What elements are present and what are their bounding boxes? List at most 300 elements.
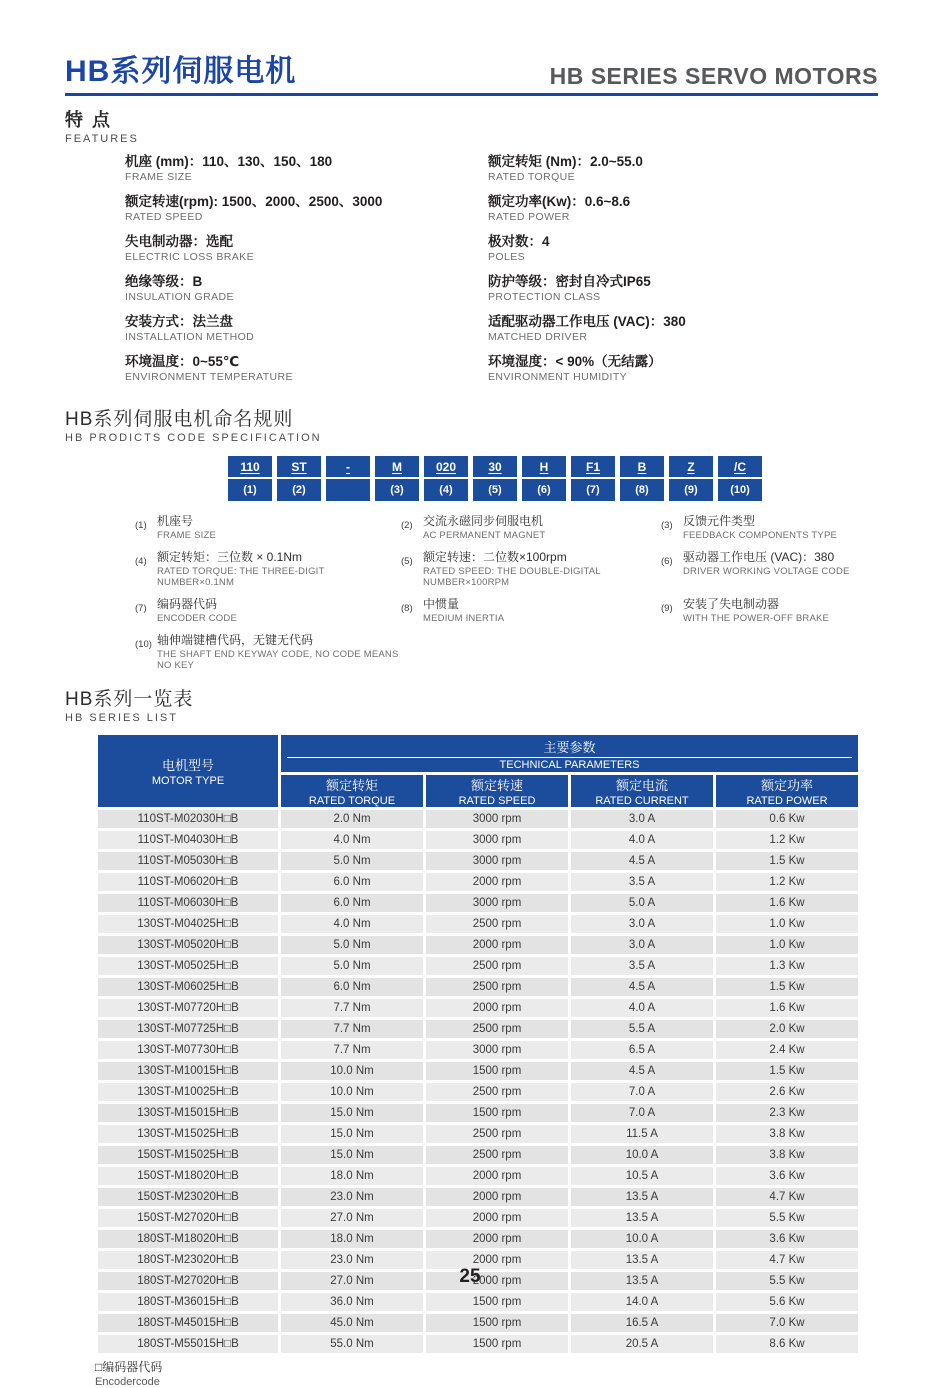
legend-label-zh: 轴伸端键槽代码，无键无代码: [157, 633, 314, 647]
value-cell: 4.0 A: [570, 998, 715, 1019]
motor-type-cell: 110ST-M06020H□B: [97, 872, 280, 893]
value-cell: 2.0 Kw: [715, 1019, 860, 1040]
header-divider: [65, 93, 878, 96]
value-cell: 2.6 Kw: [715, 1082, 860, 1103]
legend-item: [401, 512, 661, 541]
code-value: /C: [718, 456, 762, 477]
value-cell: 13.5 A: [570, 1208, 715, 1229]
value-cell: 2000 rpm: [425, 1166, 570, 1187]
value-cell: 5.5 Kw: [715, 1208, 860, 1229]
legend-item: [661, 595, 878, 624]
legend-label-en: MEDIUM INERTIA: [423, 613, 505, 624]
value-cell: 0.6 Kw: [715, 809, 860, 830]
code-value: M: [375, 456, 419, 477]
value-cell: 10.5 A: [570, 1166, 715, 1187]
value-cell: 4.0 A: [570, 830, 715, 851]
code-index: (10): [718, 479, 762, 501]
code-value: 110: [228, 456, 272, 477]
feature-label-zh: 失电制动器：选配: [125, 234, 233, 249]
table-row: [97, 1040, 860, 1061]
technical-parameters-header: [280, 734, 860, 774]
table-row: [97, 1082, 860, 1103]
table-row: [97, 1061, 860, 1082]
value-cell: 6.5 A: [570, 1040, 715, 1061]
legend-label-en: ENCODER CODE: [157, 613, 237, 624]
series-table: [95, 732, 861, 1356]
column-header-en: RATED TORQUE: [308, 795, 396, 807]
table-row: [97, 1292, 860, 1313]
feature-label-zh: 环境温度：0~55℃: [125, 354, 240, 369]
features-section: [65, 106, 878, 390]
feature-item: [488, 150, 878, 183]
code-value: 30: [473, 456, 517, 477]
feature-label-zh: 机座 (mm)：110、130、150、180: [125, 154, 333, 169]
value-cell: 1.6 Kw: [715, 998, 860, 1019]
encoder-code-note-en: Encodercode: [95, 1376, 160, 1388]
code-value: Z: [669, 456, 713, 477]
value-cell: 15.0 Nm: [280, 1145, 425, 1166]
legend-item: [661, 512, 878, 541]
code-value: 020: [424, 456, 468, 477]
motor-type-cell: 110ST-M04030H□B: [97, 830, 280, 851]
value-cell: 3000 rpm: [425, 830, 570, 851]
motor-type-cell: 130ST-M07720H□B: [97, 998, 280, 1019]
column-header-en: RATED SPEED: [458, 795, 536, 807]
feature-item: [488, 310, 878, 343]
feature-label-en: ENVIRONMENT TEMPERATURE: [125, 371, 293, 383]
feature-item: [125, 190, 488, 223]
column-header-en: RATED POWER: [746, 795, 828, 807]
column-header-zh: 额定功率: [761, 778, 814, 793]
value-cell: 3.5 A: [570, 956, 715, 977]
feature-label-en: ELECTRIC LOSS BRAKE: [125, 251, 254, 263]
code-cell: [277, 456, 321, 501]
motor-type-cell: 110ST-M05030H□B: [97, 851, 280, 872]
feature-item: [125, 310, 488, 343]
value-cell: 13.5 A: [570, 1271, 715, 1292]
feature-label-en: RATED SPEED: [125, 211, 203, 223]
motor-type-cell: 180ST-M45015H□B: [97, 1313, 280, 1334]
code-cell: [326, 456, 370, 501]
value-cell: 4.7 Kw: [715, 1187, 860, 1208]
value-cell: 15.0 Nm: [280, 1124, 425, 1145]
legend-text: [423, 548, 661, 588]
value-cell: 7.0 Kw: [715, 1313, 860, 1334]
code-index: (2): [277, 479, 321, 501]
legend-index: (9): [661, 603, 673, 614]
table-row: [97, 1208, 860, 1229]
legend-text: [423, 512, 545, 541]
feature-label-en: RATED POWER: [488, 211, 570, 223]
motor-type-header-en: MOTOR TYPE: [151, 775, 225, 787]
value-cell: 6.0 Nm: [280, 977, 425, 998]
code-value: B: [620, 456, 664, 477]
motor-type-cell: 180ST-M27020H□B: [97, 1271, 280, 1292]
feature-item: [125, 150, 488, 183]
legend-label-en: DRIVER WORKING VOLTAGE CODE: [683, 566, 850, 577]
encoder-code-note-zh: □编码器代码: [95, 1360, 163, 1374]
value-cell: 3000 rpm: [425, 851, 570, 872]
value-cell: 8.6 Kw: [715, 1334, 860, 1355]
features-left-column: [65, 150, 488, 390]
value-cell: 7.7 Nm: [280, 1019, 425, 1040]
feature-item: [125, 230, 488, 263]
table-row: [97, 893, 860, 914]
column-header-zh: 额定转矩: [325, 778, 378, 793]
value-cell: 27.0 Nm: [280, 1271, 425, 1292]
legend-text: [423, 595, 504, 624]
legend-index: (7): [135, 603, 147, 614]
value-cell: 5.0 Nm: [280, 956, 425, 977]
legend-item: [401, 548, 661, 588]
code-value: ST: [277, 456, 321, 477]
legend-text: [157, 512, 216, 541]
encoder-code-note: [95, 1358, 878, 1388]
value-cell: 3.0 A: [570, 935, 715, 956]
feature-label-en: POLES: [488, 251, 526, 263]
motor-type-cell: 150ST-M15025H□B: [97, 1145, 280, 1166]
value-cell: 1.2 Kw: [715, 830, 860, 851]
series-heading-en: HB SERIES LIST: [65, 712, 178, 724]
value-cell: 2000 rpm: [425, 1250, 570, 1271]
value-cell: 15.0 Nm: [280, 1103, 425, 1124]
feature-item: [488, 350, 878, 383]
motor-type-cell: 130ST-M15015H□B: [97, 1103, 280, 1124]
value-cell: 45.0 Nm: [280, 1313, 425, 1334]
value-cell: 1.0 Kw: [715, 914, 860, 935]
table-row: [97, 1145, 860, 1166]
code-strip: [228, 456, 878, 501]
motor-type-cell: 110ST-M06030H□B: [97, 893, 280, 914]
features-heading-zh: 特 点: [65, 110, 113, 130]
table-row: [97, 1103, 860, 1124]
value-cell: 7.7 Nm: [280, 1040, 425, 1061]
motor-type-cell: 130ST-M15025H□B: [97, 1124, 280, 1145]
code-spec-heading-zh: HB系列伺服电机命名规则: [65, 409, 294, 430]
column-header-zh: 额定电流: [615, 778, 668, 793]
feature-item: [488, 190, 878, 223]
code-spec-section: [65, 404, 878, 671]
value-cell: 4.7 Kw: [715, 1250, 860, 1271]
motor-type-cell: 180ST-M36015H□B: [97, 1292, 280, 1313]
table-row: [97, 956, 860, 977]
feature-item: [488, 270, 878, 303]
code-index: (1): [228, 479, 272, 501]
value-cell: 11.5 A: [570, 1124, 715, 1145]
header: [65, 46, 878, 90]
value-cell: 23.0 Nm: [280, 1250, 425, 1271]
legend-label-zh: 机座号: [157, 514, 194, 528]
value-cell: 7.7 Nm: [280, 998, 425, 1019]
value-cell: 23.0 Nm: [280, 1187, 425, 1208]
value-cell: 2000 rpm: [425, 935, 570, 956]
motor-type-header: [97, 734, 280, 809]
column-header: [280, 774, 425, 809]
value-cell: 2500 rpm: [425, 1145, 570, 1166]
value-cell: 1.6 Kw: [715, 893, 860, 914]
value-cell: 1.3 Kw: [715, 956, 860, 977]
code-cell: [375, 456, 419, 501]
features-heading-en: FEATURES: [65, 133, 139, 145]
value-cell: 2.4 Kw: [715, 1040, 860, 1061]
table-row: [97, 1334, 860, 1355]
motor-type-cell: 150ST-M23020H□B: [97, 1187, 280, 1208]
code-index: (4): [424, 479, 468, 501]
feature-item: [125, 350, 488, 383]
value-cell: 13.5 A: [570, 1187, 715, 1208]
feature-label-zh: 额定转矩 (Nm)：2.0~55.0: [488, 154, 643, 169]
features-right-column: [488, 150, 878, 390]
legend-label-zh: 安装了失电制动器: [683, 597, 780, 611]
legend-label-zh: 驱动器工作电压 (VAC)：380: [683, 550, 835, 564]
feature-label-en: INSULATION GRADE: [125, 291, 234, 303]
value-cell: 4.0 Nm: [280, 830, 425, 851]
value-cell: 2500 rpm: [425, 1019, 570, 1040]
value-cell: 5.5 A: [570, 1019, 715, 1040]
motor-type-cell: 180ST-M23020H□B: [97, 1250, 280, 1271]
value-cell: 7.0 A: [570, 1103, 715, 1124]
legend-text: [157, 631, 401, 671]
value-cell: 2000 rpm: [425, 1208, 570, 1229]
value-cell: 2000 rpm: [425, 1187, 570, 1208]
code-value: -: [326, 456, 370, 477]
feature-label-zh: 额定转速(rpm): 1500、2000、2500、3000: [125, 194, 383, 209]
code-index: (7): [571, 479, 615, 501]
value-cell: 10.0 A: [570, 1229, 715, 1250]
motor-type-cell: 130ST-M06025H□B: [97, 977, 280, 998]
code-legend: [135, 512, 878, 671]
value-cell: 3000 rpm: [425, 893, 570, 914]
feature-label-zh: 额定功率(Kw)：0.6~8.6: [488, 194, 631, 209]
legend-index: (6): [661, 556, 673, 567]
legend-index: (2): [401, 520, 413, 531]
value-cell: 10.0 Nm: [280, 1082, 425, 1103]
value-cell: 7.0 A: [570, 1082, 715, 1103]
column-header-zh: 额定转速: [470, 778, 523, 793]
value-cell: 4.5 A: [570, 851, 715, 872]
table-row: [97, 998, 860, 1019]
motor-type-cell: 130ST-M10015H□B: [97, 1061, 280, 1082]
legend-index: (3): [661, 520, 673, 531]
motor-type-cell: 150ST-M27020H□B: [97, 1208, 280, 1229]
legend-text: [683, 595, 829, 624]
motor-type-cell: 180ST-M55015H□B: [97, 1334, 280, 1355]
value-cell: 3.0 A: [570, 914, 715, 935]
table-row: [97, 1229, 860, 1250]
motor-type-cell: 180ST-M18020H□B: [97, 1229, 280, 1250]
code-cell: [620, 456, 664, 501]
legend-label-en: FEEDBACK COMPONENTS TYPE: [683, 530, 838, 541]
feature-label-zh: 极对数：4: [488, 234, 550, 249]
feature-label-zh: 环境湿度：< 90%（无结露）: [488, 354, 662, 369]
legend-label-en: RATED TORQUE: THE THREE-DIGIT NUMBER×0.1NM: [157, 566, 325, 588]
motor-type-cell: 130ST-M10025H□B: [97, 1082, 280, 1103]
code-cell: [718, 456, 762, 501]
feature-label-en: ENVIRONMENT HUMIDITY: [488, 371, 628, 383]
value-cell: 2.3 Kw: [715, 1103, 860, 1124]
value-cell: 2.0 Nm: [280, 809, 425, 830]
value-cell: 3.8 Kw: [715, 1124, 860, 1145]
series-heading-zh: HB系列一览表: [65, 689, 194, 710]
table-row: [97, 851, 860, 872]
code-cell: [669, 456, 713, 501]
code-index: [326, 479, 370, 501]
legend-item: [661, 548, 878, 588]
value-cell: 1.2 Kw: [715, 872, 860, 893]
legend-index: (1): [135, 520, 147, 531]
legend-label-zh: 交流永磁同步伺服电机: [423, 514, 544, 528]
value-cell: 2500 rpm: [425, 914, 570, 935]
legend-label-en: THE SHAFT END KEYWAY CODE, NO CODE MEANS NO KEY: [157, 649, 399, 671]
value-cell: 5.5 Kw: [715, 1271, 860, 1292]
code-value: H: [522, 456, 566, 477]
legend-item: [135, 631, 401, 671]
table-row: [97, 914, 860, 935]
value-cell: 2000 rpm: [425, 998, 570, 1019]
code-index: (8): [620, 479, 664, 501]
feature-label-zh: 绝缘等级：B: [125, 274, 203, 289]
feature-label-zh: 适配驱动器工作电压 (VAC)：380: [488, 314, 686, 329]
legend-item: [401, 595, 661, 624]
legend-text: [683, 548, 850, 577]
value-cell: 3000 rpm: [425, 809, 570, 830]
legend-item: [135, 548, 401, 588]
value-cell: 3.8 Kw: [715, 1145, 860, 1166]
feature-label-en: MATCHED DRIVER: [488, 331, 588, 343]
legend-item: [135, 512, 401, 541]
table-row: [97, 1313, 860, 1334]
feature-label-zh: 防护等级：密封自冷式IP65: [488, 274, 651, 289]
legend-index: (10): [135, 639, 152, 650]
code-cell: [522, 456, 566, 501]
value-cell: 18.0 Nm: [280, 1166, 425, 1187]
value-cell: 3.6 Kw: [715, 1166, 860, 1187]
page-title-en: HB SERIES SERVO MOTORS: [549, 63, 878, 89]
table-row: [97, 809, 860, 830]
series-list-section: [65, 684, 878, 1356]
legend-text: [157, 595, 237, 624]
legend-index: (4): [135, 556, 147, 567]
value-cell: 10.0 A: [570, 1145, 715, 1166]
value-cell: 2500 rpm: [425, 977, 570, 998]
table-row: [97, 1019, 860, 1040]
code-index: (5): [473, 479, 517, 501]
code-cell: [228, 456, 272, 501]
value-cell: 2000 rpm: [425, 1271, 570, 1292]
motor-type-cell: 130ST-M07725H□B: [97, 1019, 280, 1040]
code-cell: [424, 456, 468, 501]
table-row: [97, 1187, 860, 1208]
value-cell: 5.0 Nm: [280, 935, 425, 956]
value-cell: 16.5 A: [570, 1313, 715, 1334]
table-row: [97, 830, 860, 851]
motor-type-header-zh: 电机型号: [161, 758, 214, 773]
value-cell: 14.0 A: [570, 1292, 715, 1313]
value-cell: 18.0 Nm: [280, 1229, 425, 1250]
legend-label-zh: 额定转速：二位数×100rpm: [423, 550, 567, 564]
legend-index: (5): [401, 556, 413, 567]
value-cell: 2500 rpm: [425, 1082, 570, 1103]
column-header: [425, 774, 570, 809]
feature-label-en: INSTALLATION METHOD: [125, 331, 255, 343]
table-row: [97, 1166, 860, 1187]
legend-label-en: RATED SPEED: THE DOUBLE-DIGITAL NUMBER×100RPM: [423, 566, 601, 588]
code-index: (6): [522, 479, 566, 501]
value-cell: 4.5 A: [570, 977, 715, 998]
legend-item: [135, 595, 401, 624]
table-row: [97, 935, 860, 956]
value-cell: 36.0 Nm: [280, 1292, 425, 1313]
features-columns: [65, 150, 878, 390]
value-cell: 5.6 Kw: [715, 1292, 860, 1313]
value-cell: 4.5 A: [570, 1061, 715, 1082]
feature-label-en: FRAME SIZE: [125, 171, 193, 183]
legend-text: [157, 548, 401, 588]
value-cell: 6.0 Nm: [280, 893, 425, 914]
value-cell: 1500 rpm: [425, 1061, 570, 1082]
feature-label-en: PROTECTION CLASS: [488, 291, 601, 303]
value-cell: 1.5 Kw: [715, 1061, 860, 1082]
value-cell: 2000 rpm: [425, 872, 570, 893]
value-cell: 27.0 Nm: [280, 1208, 425, 1229]
motor-type-cell: 130ST-M05025H□B: [97, 956, 280, 977]
value-cell: 1500 rpm: [425, 1292, 570, 1313]
value-cell: 2000 rpm: [425, 1229, 570, 1250]
motor-type-cell: 130ST-M04025H□B: [97, 914, 280, 935]
legend-text: [683, 512, 837, 541]
legend-label-zh: 额定转矩：三位数 × 0.1Nm: [157, 550, 303, 564]
column-header: [715, 774, 860, 809]
code-cell: [571, 456, 615, 501]
code-spec-heading-en: HB PRODICTS CODE SPECIFICATION: [65, 432, 322, 444]
value-cell: 13.5 A: [570, 1250, 715, 1271]
value-cell: 3.5 A: [570, 872, 715, 893]
legend-label-zh: 编码器代码: [157, 597, 218, 611]
value-cell: 1500 rpm: [425, 1313, 570, 1334]
motor-type-cell: 150ST-M18020H□B: [97, 1166, 280, 1187]
code-index: (9): [669, 479, 713, 501]
legend-label-zh: 反馈元件类型: [683, 514, 756, 528]
code-index: (3): [375, 479, 419, 501]
code-cell: [473, 456, 517, 501]
legend-label-en: AC PERMANENT MAGNET: [423, 530, 546, 541]
value-cell: 5.0 Nm: [280, 851, 425, 872]
value-cell: 10.0 Nm: [280, 1061, 425, 1082]
value-cell: 20.5 A: [570, 1334, 715, 1355]
value-cell: 1.0 Kw: [715, 935, 860, 956]
technical-parameters-header-zh: 主要参数: [287, 737, 852, 758]
legend-label-en: FRAME SIZE: [157, 530, 217, 541]
value-cell: 3.0 A: [570, 809, 715, 830]
motor-type-cell: 130ST-M05020H□B: [97, 935, 280, 956]
value-cell: 3.6 Kw: [715, 1229, 860, 1250]
legend-label-en: WITH THE POWER-OFF BRAKE: [683, 613, 830, 624]
table-row: [97, 1124, 860, 1145]
column-header: [570, 774, 715, 809]
value-cell: 1.5 Kw: [715, 977, 860, 998]
feature-label-en: RATED TORQUE: [488, 171, 576, 183]
value-cell: 5.0 A: [570, 893, 715, 914]
value-cell: 55.0 Nm: [280, 1334, 425, 1355]
motor-type-cell: 110ST-M02030H□B: [97, 809, 280, 830]
table-row: [97, 977, 860, 998]
column-header-en: RATED CURRENT: [595, 795, 689, 807]
motor-type-cell: 130ST-M07730H□B: [97, 1040, 280, 1061]
feature-item: [488, 230, 878, 263]
value-cell: 1500 rpm: [425, 1103, 570, 1124]
value-cell: 3000 rpm: [425, 1040, 570, 1061]
technical-parameters-header-en: TECHNICAL PARAMETERS: [499, 759, 640, 771]
